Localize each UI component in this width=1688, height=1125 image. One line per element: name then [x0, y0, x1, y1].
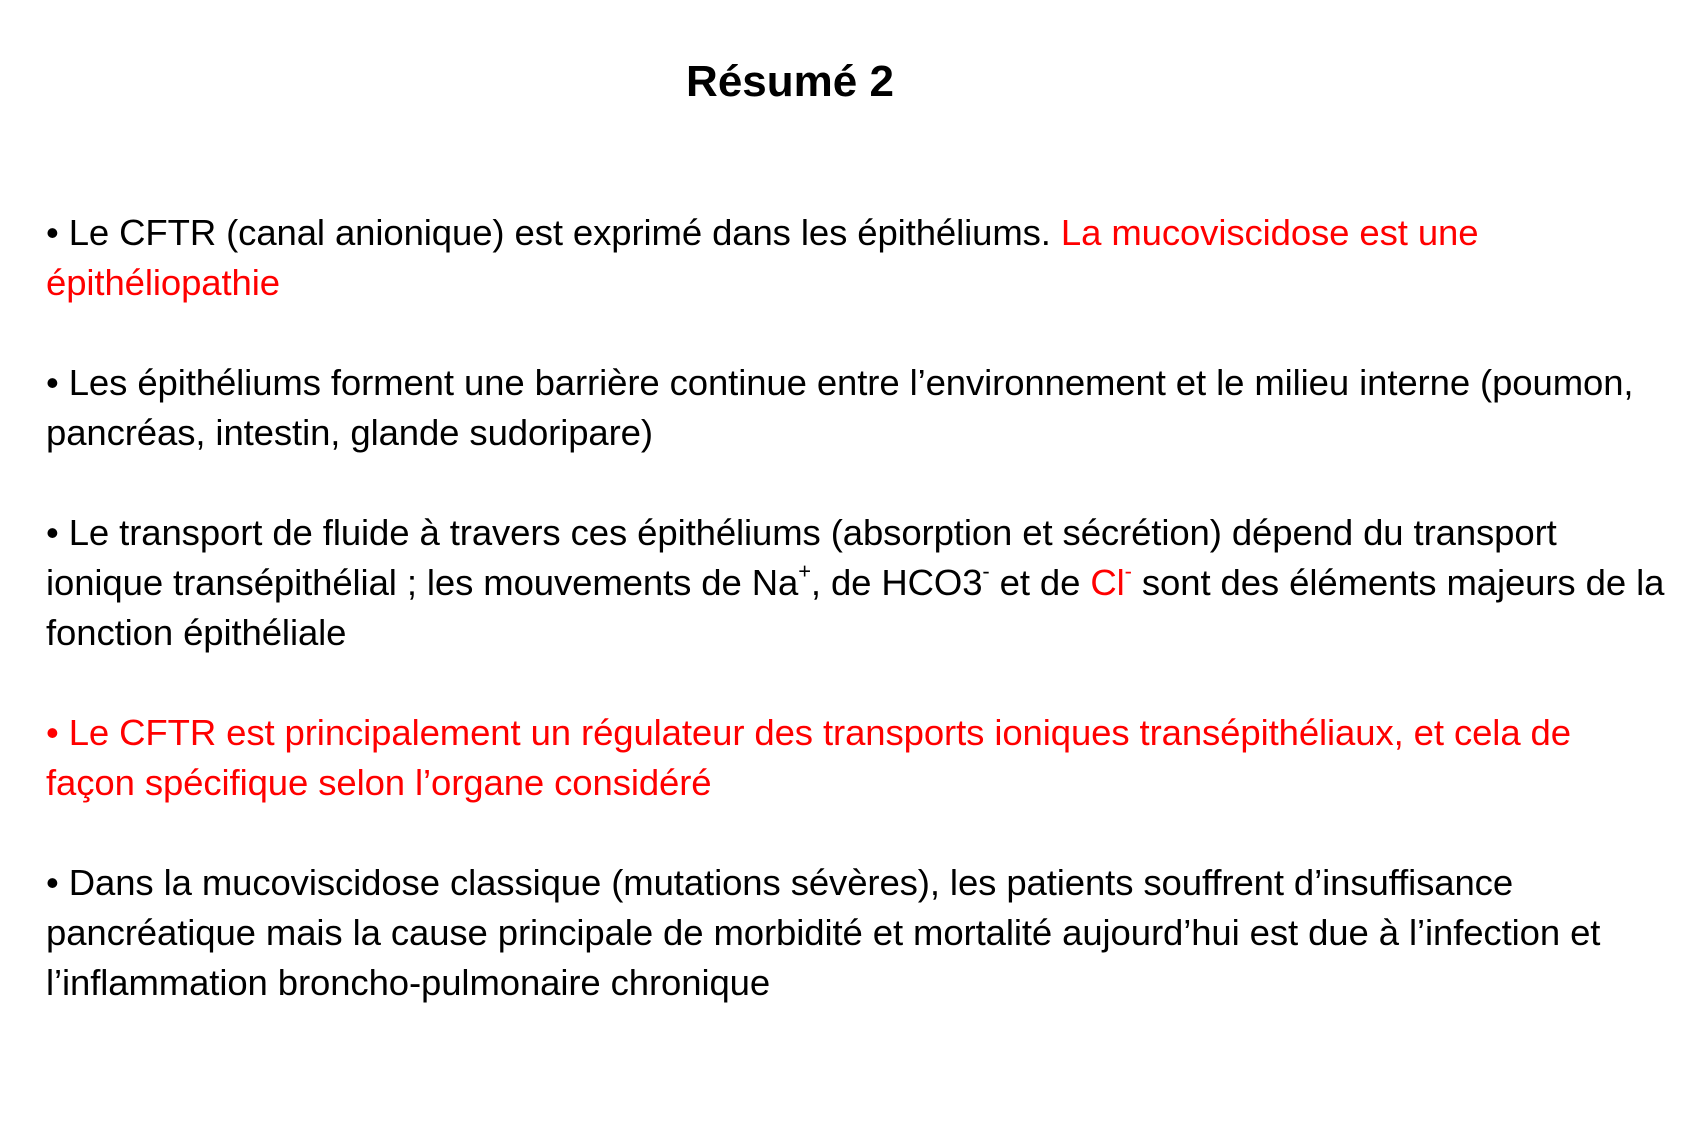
bullet-text: Les épithéliums forment une barrière continue entre l’environnement et le milieu interne (poumon, pancréas, intestin, glande sudoripare) — [46, 362, 1634, 453]
bullet-text: Le CFTR (canal anionique) est exprimé dans les épithéliums. — [68, 212, 1061, 253]
bullet-glyph: • — [46, 712, 69, 753]
bullet-item-epithelial-barrier — [46, 358, 1666, 458]
bullet-text: Dans la mucoviscidose classique (mutations sévères), les patients souffrent d’insuffisance pancréatique mais la cause principale de morbidité et mortalité aujourd’hui est due à l’infection et l’inflammation broncho-pulmonaire chronique — [46, 862, 1601, 1003]
chloride-highlight: Cl — [1090, 562, 1125, 603]
bullet-list — [46, 208, 1666, 1058]
bullet-text: et de — [989, 562, 1091, 603]
highlight-text: La mucoviscidose est une épithéliopathie — [46, 212, 1479, 303]
bullet-item-classic-cf — [46, 858, 1666, 1008]
chloride-charge-superscript: - — [1124, 558, 1132, 584]
bullet-item-ion-transport — [46, 508, 1666, 658]
bullet-item-cftr-regulator — [46, 708, 1666, 808]
bullet-text: , de HCO3 — [810, 562, 983, 603]
bullet-glyph: • — [46, 512, 69, 553]
bullet-item-cftr-expression — [46, 208, 1666, 308]
bullet-glyph: • — [46, 362, 69, 403]
bullet-text: sont des éléments majeurs de la fonction épithéliale — [46, 562, 1665, 653]
bullet-glyph: • — [46, 212, 69, 253]
bullet-glyph: • — [46, 862, 69, 903]
slide-title: Résumé 2 — [686, 57, 894, 106]
bullet-text: Le transport de fluide à travers ces épithéliums (absorption et sécrétion) dépend du transport ionique transépithélial ; les mouvements de Na — [46, 512, 1557, 603]
highlight-text: Le CFTR est principalement un régulateur des transports ioniques transépithéliaux, et cela de façon spécifique selon l’organe considéré — [46, 712, 1571, 803]
sodium-charge-superscript: + — [798, 558, 811, 584]
bicarbonate-charge-superscript: - — [982, 558, 990, 584]
